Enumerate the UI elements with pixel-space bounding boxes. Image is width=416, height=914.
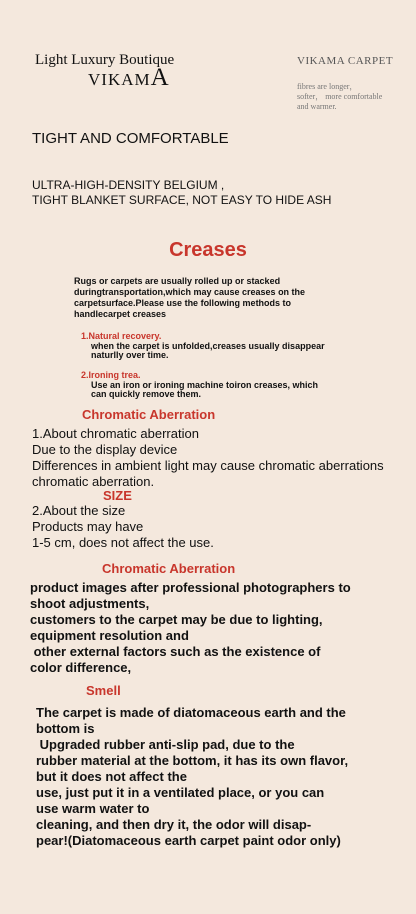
chromatic-2-line: customers to the carpet may be due to lighting, [30,612,323,627]
creases-intro-line: duringtransportation,which may cause creases on the [74,287,306,297]
size-line: Products may have [32,519,144,534]
ironing-line: can quickly remove them. [91,389,202,399]
chromatic-line: Due to the display device [32,442,178,457]
chromatic-aberration-2-body [30,580,400,676]
ironing-text [91,381,361,399]
creases-intro-line: handlecarpet creases [74,309,167,319]
natural-recovery-line: naturlly over time. [91,350,169,360]
density-line: TIGHT BLANKET SURFACE, NOT EASY TO HIDE ASH [32,193,332,207]
vikama-note-line: softer， more comfortable [297,92,383,101]
brand-tagline: Light Luxury Boutique [35,52,175,68]
smell-line: The carpet is made of diatomaceous earth and the [36,705,346,720]
chromatic-aberration-title: Chromatic Aberration [82,407,216,422]
brand-name-big-a: A [150,64,170,91]
ironing-title: 2.Ironing trea. [81,370,141,380]
smell-title: Smell [86,683,121,698]
natural-recovery-text [91,342,361,360]
ironing-line: Use an iron or ironing machine toiron creases, which [91,380,319,390]
vikama-note [297,82,407,112]
chromatic-2-line: product images after professional photographers to [30,580,351,595]
density-line: ULTRA-HIGH-DENSITY BELGIUM , [32,178,225,192]
density-description [32,178,392,208]
chromatic-aberration-2-title: Chromatic Aberration [102,561,236,576]
creases-heading: Creases [169,239,247,261]
creases-intro-line: carpetsurface.Please use the following methods to [74,298,292,308]
size-title: SIZE [103,488,132,503]
smell-line: bottom is [36,721,95,736]
chromatic-line: chromatic aberration. [32,474,155,489]
chromatic-line: 1.About chromatic aberration [32,426,199,441]
chromatic-2-line: color difference, [30,660,132,675]
smell-line: Upgraded rubber anti-slip pad, due to the [36,737,295,752]
tight-comfortable-title: TIGHT AND COMFORTABLE [32,130,229,147]
natural-recovery-line: when the carpet is unfolded,creases usually disappear [91,341,325,351]
chromatic-2-line: equipment resolution and [30,628,189,643]
chromatic-line: Differences in ambient light may cause chromatic aberrations [32,458,384,473]
smell-line: rubber material at the bottom, it has its own flavor, [36,753,349,768]
chromatic-aberration-body [32,426,412,490]
vikama-carpet-label: VIKAMA CARPET [297,55,394,67]
smell-body [36,705,396,849]
smell-line: cleaning, and then dry it, the odor will disap- [36,817,312,832]
smell-line: pear!(Diatomaceous earth carpet paint odor only) [36,833,341,848]
smell-line: use, just put it in a ventilated place, or you can [36,785,325,800]
smell-line: but it does not affect the [36,769,187,784]
chromatic-2-line: shoot adjustments, [30,596,150,611]
natural-recovery-title: 1.Natural recovery. [81,331,162,341]
vikama-note-line: and warmer. [297,102,337,111]
brand-logo-text [88,65,170,90]
smell-line: use warm water to [36,801,150,816]
size-body [32,503,412,551]
size-line: 1-5 cm, does not affect the use. [32,535,214,550]
chromatic-2-line: other external factors such as the existence of [30,644,321,659]
brand-name-main: VIKAM [88,70,151,89]
creases-intro [74,276,364,320]
size-line: 2.About the size [32,503,126,518]
creases-intro-line: Rugs or carpets are usually rolled up or stacked [74,276,281,286]
vikama-note-line: fibres are longer， [297,82,358,91]
